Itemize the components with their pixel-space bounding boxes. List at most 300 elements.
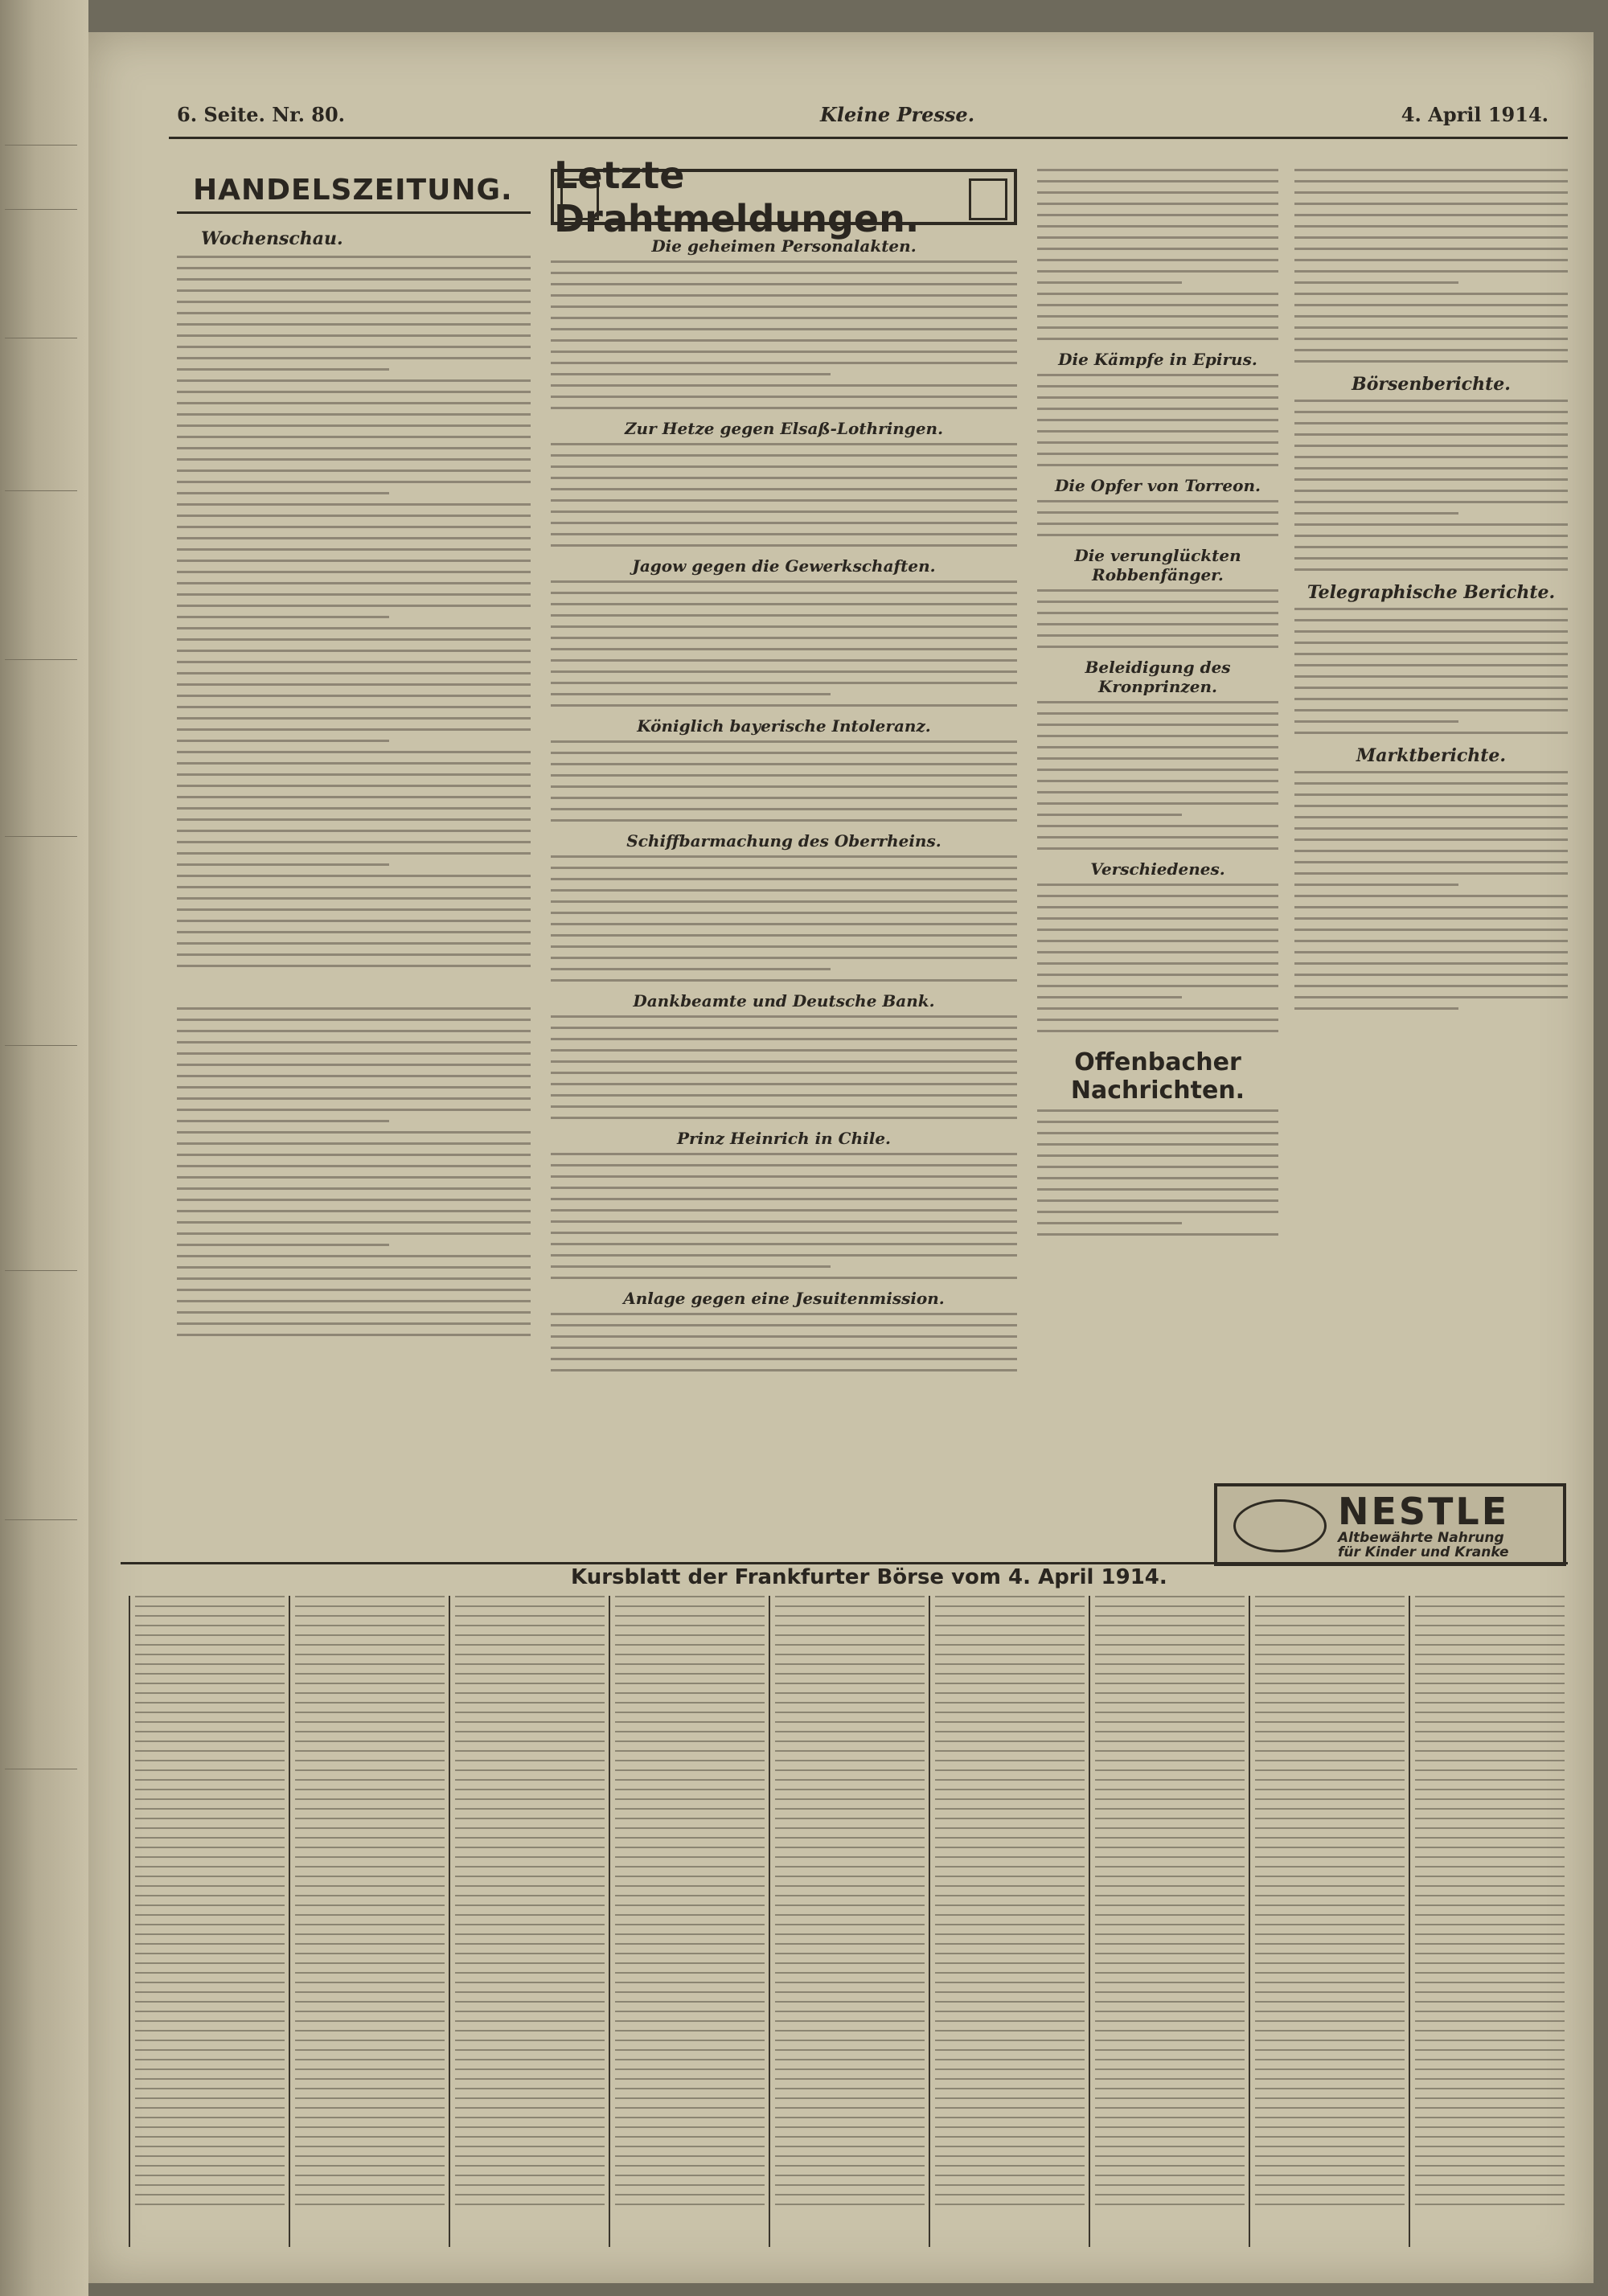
text-line bbox=[177, 1300, 531, 1302]
kursblatt-table bbox=[129, 1596, 1568, 2247]
text-line bbox=[1037, 1199, 1278, 1202]
table-row bbox=[295, 1702, 445, 1704]
table-row bbox=[1255, 1933, 1405, 1935]
table-row bbox=[1095, 1740, 1245, 1742]
table-row bbox=[775, 2088, 925, 2089]
table-row bbox=[135, 2020, 285, 2022]
table-row bbox=[1415, 1615, 1565, 1617]
table-row bbox=[1095, 2078, 1245, 2080]
text-line bbox=[1294, 793, 1568, 796]
table-row bbox=[135, 1914, 285, 1916]
text-line bbox=[551, 362, 1017, 364]
table-row bbox=[615, 1876, 765, 1877]
table-row bbox=[295, 1895, 445, 1896]
table-row bbox=[1255, 1818, 1405, 1819]
table-row bbox=[935, 1856, 1085, 1858]
text-line bbox=[1037, 769, 1278, 771]
article-text bbox=[551, 580, 1017, 707]
table-row bbox=[455, 1876, 605, 1877]
article-text bbox=[1037, 589, 1278, 648]
table-row bbox=[1255, 1654, 1405, 1655]
table-row bbox=[775, 2117, 925, 2118]
text-line bbox=[551, 384, 1017, 387]
text-line bbox=[1037, 270, 1278, 273]
text-line bbox=[551, 522, 1017, 524]
table-row bbox=[295, 1943, 445, 1945]
text-line bbox=[1294, 630, 1568, 633]
table-row bbox=[615, 1953, 765, 1954]
text-line bbox=[1294, 270, 1568, 273]
table-row bbox=[1255, 1769, 1405, 1771]
text-line bbox=[1037, 929, 1278, 931]
text-line bbox=[1294, 315, 1568, 318]
text-line bbox=[1037, 951, 1278, 953]
table-row bbox=[1255, 1692, 1405, 1694]
text-line bbox=[551, 580, 1017, 583]
table-row bbox=[295, 1914, 445, 1916]
table-row bbox=[775, 2068, 925, 2070]
text-line bbox=[551, 272, 1017, 274]
text-line bbox=[177, 256, 531, 258]
table-row bbox=[295, 1731, 445, 1732]
text-line bbox=[551, 1164, 1017, 1166]
table-row bbox=[615, 2011, 765, 2012]
text-line bbox=[551, 1153, 1017, 1155]
table-row bbox=[615, 2204, 765, 2205]
table-row bbox=[1415, 2146, 1565, 2147]
text-line bbox=[551, 1015, 1017, 1018]
table-row bbox=[1255, 2204, 1405, 2205]
table-row bbox=[615, 2059, 765, 2060]
text-line bbox=[177, 503, 531, 506]
text-line bbox=[551, 1117, 1017, 1119]
table-row bbox=[455, 2194, 605, 2196]
text-line bbox=[551, 1209, 1017, 1212]
text-line bbox=[177, 785, 531, 787]
table-row bbox=[1095, 1885, 1245, 1887]
table-row bbox=[455, 2020, 605, 2022]
table-row bbox=[775, 2107, 925, 2109]
table-row bbox=[135, 1654, 285, 1655]
text-line bbox=[1037, 623, 1278, 625]
table-row bbox=[775, 1779, 925, 1781]
table-row bbox=[1415, 1673, 1565, 1675]
text-line bbox=[1294, 996, 1568, 998]
article-headline: Zur Hetze gegen Elsaß-Lothringen. bbox=[624, 419, 944, 438]
table-row bbox=[1095, 2040, 1245, 2041]
table-row bbox=[775, 1798, 925, 1800]
table-row bbox=[775, 1847, 925, 1848]
text-line bbox=[1037, 985, 1278, 987]
text-line bbox=[1037, 802, 1278, 805]
table-row bbox=[935, 1644, 1085, 1646]
table-row bbox=[615, 2194, 765, 2196]
text-line bbox=[1294, 349, 1568, 351]
table-row bbox=[775, 2078, 925, 2080]
table-row bbox=[1255, 2146, 1405, 2147]
table-row bbox=[135, 2155, 285, 2157]
text-line bbox=[551, 1060, 1017, 1063]
text-line bbox=[177, 830, 531, 832]
table-row bbox=[935, 1615, 1085, 1617]
text-line bbox=[551, 704, 1017, 707]
table-row bbox=[615, 2117, 765, 2118]
text-line bbox=[1037, 396, 1278, 399]
table-row bbox=[135, 1634, 285, 1636]
table-row bbox=[455, 2146, 605, 2147]
table-row bbox=[775, 1972, 925, 1974]
table-row bbox=[295, 1654, 445, 1655]
table-row bbox=[935, 1914, 1085, 1916]
text-line bbox=[1037, 917, 1278, 920]
table-row bbox=[455, 1634, 605, 1636]
table-row bbox=[1255, 1615, 1405, 1617]
table-row bbox=[935, 1953, 1085, 1954]
table-row bbox=[135, 2059, 285, 2060]
table-row bbox=[1255, 1924, 1405, 1925]
table-row bbox=[1095, 1943, 1245, 1945]
table-row bbox=[455, 2204, 605, 2205]
table-row bbox=[455, 1982, 605, 1983]
table-row bbox=[1415, 1866, 1565, 1868]
ad-brand: NESTLE bbox=[1338, 1490, 1510, 1533]
bird-nest-icon bbox=[1233, 1499, 1327, 1552]
text-line bbox=[1294, 467, 1568, 469]
table-row bbox=[1255, 1982, 1405, 1983]
table-row bbox=[455, 1914, 605, 1916]
table-row bbox=[455, 2011, 605, 2012]
table-row bbox=[1095, 1847, 1245, 1848]
table-row bbox=[1415, 1818, 1565, 1819]
text-line bbox=[177, 1187, 531, 1190]
table-row bbox=[1095, 1933, 1245, 1935]
table-row bbox=[935, 2107, 1085, 2109]
text-line bbox=[551, 544, 1017, 547]
table-row bbox=[135, 1644, 285, 1646]
text-line bbox=[1294, 326, 1568, 329]
table-row bbox=[135, 1847, 285, 1848]
table-row bbox=[295, 2068, 445, 2070]
text-line bbox=[177, 413, 531, 416]
table-row bbox=[455, 1895, 605, 1896]
table-row bbox=[455, 1683, 605, 1684]
table-row bbox=[455, 1779, 605, 1781]
text-line bbox=[1037, 1121, 1278, 1123]
text-line bbox=[1294, 478, 1568, 481]
table-row bbox=[775, 2020, 925, 2022]
text-line bbox=[177, 627, 531, 629]
table-row bbox=[295, 1876, 445, 1877]
table-row bbox=[1415, 1885, 1565, 1887]
text-line bbox=[1037, 203, 1278, 205]
table-row bbox=[1415, 2155, 1565, 2157]
table-row bbox=[1415, 2040, 1565, 2041]
table-row bbox=[1095, 2097, 1245, 2099]
text-line bbox=[551, 407, 1017, 409]
table-row bbox=[455, 1972, 605, 1974]
text-line bbox=[177, 1109, 531, 1111]
table-row bbox=[135, 2040, 285, 2041]
table-row bbox=[455, 2030, 605, 2032]
table-row bbox=[295, 2078, 445, 2080]
table-row bbox=[935, 1943, 1085, 1945]
text-line bbox=[177, 323, 531, 326]
table-row bbox=[295, 1982, 445, 1983]
table-row bbox=[935, 1933, 1085, 1935]
table-row bbox=[935, 1605, 1085, 1607]
table-row bbox=[295, 1933, 445, 1935]
text-line bbox=[177, 683, 531, 686]
table-row bbox=[775, 1760, 925, 1761]
table-row bbox=[1415, 2107, 1565, 2109]
text-line bbox=[177, 1097, 531, 1100]
table-row bbox=[935, 2001, 1085, 2003]
text-line bbox=[551, 1265, 831, 1268]
table-row bbox=[935, 2194, 1085, 2196]
text-line bbox=[1294, 248, 1568, 250]
ad-slogan-2: für Kinder und Kranke bbox=[1338, 1544, 1509, 1560]
table-row bbox=[455, 1625, 605, 1626]
table-row bbox=[1095, 1596, 1245, 1597]
table-row bbox=[1255, 1904, 1405, 1906]
table-row bbox=[1415, 2165, 1565, 2167]
text-line bbox=[551, 1038, 1017, 1040]
nestle-advertisement bbox=[1214, 1483, 1566, 1566]
table-row bbox=[135, 1596, 285, 1597]
table-row bbox=[1255, 1827, 1405, 1829]
table-row bbox=[1095, 2020, 1245, 2022]
article-headline: Anlage gegen eine Jesuitenmission. bbox=[623, 1289, 945, 1308]
text-line bbox=[1037, 780, 1278, 782]
table-row bbox=[935, 2204, 1085, 2205]
table-row bbox=[1095, 1663, 1245, 1665]
table-row bbox=[455, 2059, 605, 2060]
table-row bbox=[1415, 2020, 1565, 2022]
table-row bbox=[295, 1683, 445, 1684]
table-row bbox=[615, 2184, 765, 2186]
table-row bbox=[935, 1895, 1085, 1896]
table-row bbox=[295, 1663, 445, 1665]
table-row bbox=[775, 2165, 925, 2167]
text-line bbox=[551, 1105, 1017, 1108]
table-row bbox=[935, 2030, 1085, 2032]
table-row bbox=[1255, 1644, 1405, 1646]
text-line bbox=[177, 1075, 531, 1077]
table-row bbox=[135, 1702, 285, 1704]
table-row bbox=[615, 2175, 765, 2176]
table-row bbox=[1095, 2068, 1245, 2070]
text-line bbox=[551, 339, 1017, 342]
text-line bbox=[177, 526, 531, 528]
text-line bbox=[1294, 709, 1568, 711]
text-line bbox=[1294, 557, 1568, 560]
table-row bbox=[615, 1692, 765, 1694]
table-row bbox=[615, 1991, 765, 1993]
table-row bbox=[1255, 1943, 1405, 1945]
table-row bbox=[135, 1991, 285, 1993]
table-row bbox=[1255, 2097, 1405, 2099]
text-line bbox=[1294, 1007, 1458, 1010]
text-line bbox=[551, 763, 1017, 765]
table-row bbox=[935, 1683, 1085, 1684]
table-row bbox=[455, 1856, 605, 1858]
table-row bbox=[1415, 1769, 1565, 1771]
newspaper-title: Kleine Presse. bbox=[820, 103, 975, 126]
table-row bbox=[775, 1769, 925, 1771]
table-row bbox=[295, 2107, 445, 2109]
table-row bbox=[1255, 2155, 1405, 2157]
article-text bbox=[551, 740, 1017, 822]
text-line bbox=[1294, 433, 1568, 436]
table-row bbox=[935, 1876, 1085, 1877]
text-line bbox=[1037, 724, 1278, 726]
table-row bbox=[1255, 1721, 1405, 1723]
table-row bbox=[1415, 2059, 1565, 2060]
table-row bbox=[615, 2126, 765, 2128]
table-row bbox=[615, 1740, 765, 1742]
offenbacher-text bbox=[1037, 1109, 1278, 1236]
table-row bbox=[135, 1962, 285, 1964]
table-row bbox=[1095, 1798, 1245, 1800]
table-row bbox=[455, 2107, 605, 2109]
table-row bbox=[1415, 1895, 1565, 1896]
table-row bbox=[135, 2001, 285, 2003]
table-row bbox=[295, 1856, 445, 1858]
table-row bbox=[1255, 1596, 1405, 1597]
article-headline: Die Kämpfe in Epirus. bbox=[1058, 350, 1257, 369]
table-row bbox=[935, 2117, 1085, 2118]
text-line bbox=[177, 875, 531, 877]
text-line bbox=[1037, 1154, 1278, 1157]
text-line bbox=[1037, 214, 1278, 216]
table-row bbox=[1415, 2088, 1565, 2089]
table-row bbox=[935, 2155, 1085, 2157]
table-row bbox=[1095, 1673, 1245, 1675]
text-line bbox=[1294, 895, 1568, 897]
text-line bbox=[551, 351, 1017, 353]
table-row bbox=[1255, 1885, 1405, 1887]
table-row bbox=[1415, 1808, 1565, 1810]
table-row bbox=[135, 2088, 285, 2089]
table-row bbox=[1095, 1856, 1245, 1858]
table-row bbox=[455, 1712, 605, 1713]
text-line bbox=[1037, 906, 1278, 908]
table-row bbox=[615, 1625, 765, 1626]
table-row bbox=[775, 1721, 925, 1723]
text-line bbox=[551, 855, 1017, 858]
text-line bbox=[177, 1052, 531, 1055]
article-text bbox=[551, 443, 1017, 547]
table-row bbox=[775, 2097, 925, 2099]
table-row bbox=[455, 1760, 605, 1761]
text-line bbox=[1294, 293, 1568, 295]
table-row bbox=[1415, 2068, 1565, 2070]
table-row bbox=[1095, 1731, 1245, 1732]
table-row bbox=[1255, 2020, 1405, 2022]
table-row bbox=[615, 1634, 765, 1636]
table-row bbox=[295, 2011, 445, 2012]
table-row bbox=[135, 2175, 285, 2176]
table-row bbox=[295, 1885, 445, 1887]
text-line bbox=[1294, 169, 1568, 171]
handelszeitung-column bbox=[177, 169, 531, 1345]
text-line bbox=[1037, 338, 1278, 340]
table-row bbox=[455, 1953, 605, 1954]
table-row bbox=[135, 1625, 285, 1626]
table-row bbox=[1255, 1634, 1405, 1636]
text-line bbox=[177, 289, 531, 292]
text-line bbox=[177, 1120, 389, 1122]
text-line bbox=[1294, 720, 1458, 723]
text-line bbox=[1294, 850, 1568, 852]
table-row bbox=[135, 1972, 285, 1974]
table-row bbox=[775, 2146, 925, 2147]
table-row bbox=[295, 1750, 445, 1752]
table-row bbox=[1255, 1625, 1405, 1626]
text-line bbox=[1294, 546, 1568, 548]
table-row bbox=[1095, 2175, 1245, 2176]
table-row bbox=[1095, 2155, 1245, 2157]
table-row bbox=[775, 1962, 925, 1964]
adjacent-page-edge bbox=[0, 0, 88, 2296]
table-row bbox=[775, 1982, 925, 1983]
text-line bbox=[1037, 408, 1278, 410]
table-row bbox=[615, 1914, 765, 1916]
table-row bbox=[135, 1683, 285, 1684]
table-row bbox=[455, 2068, 605, 2070]
table-row bbox=[1255, 2194, 1405, 2196]
text-line bbox=[1037, 1166, 1278, 1168]
table-row bbox=[295, 1605, 445, 1607]
table-row bbox=[1255, 1683, 1405, 1684]
table-row bbox=[615, 2146, 765, 2147]
table-row bbox=[295, 1644, 445, 1646]
drahtmeldungen-masthead bbox=[551, 154, 1017, 240]
text-line bbox=[177, 1266, 531, 1269]
table-row bbox=[935, 2068, 1085, 2070]
text-line bbox=[551, 797, 1017, 799]
text-line bbox=[177, 582, 531, 584]
table-row bbox=[1415, 1856, 1565, 1858]
text-line bbox=[551, 533, 1017, 535]
text-line bbox=[1037, 441, 1278, 444]
text-line bbox=[177, 424, 531, 427]
table-row bbox=[295, 1924, 445, 1925]
text-line bbox=[551, 648, 1017, 650]
table-row bbox=[1095, 2204, 1245, 2205]
article-headline: Verschiedenes. bbox=[1090, 859, 1225, 879]
kursblatt-title: Kursblatt der Frankfurter Börse vom 4. April 1914. bbox=[571, 1565, 1167, 1589]
table-row bbox=[1255, 2078, 1405, 2080]
text-line bbox=[177, 1232, 531, 1235]
table-row bbox=[935, 2165, 1085, 2167]
table-row bbox=[775, 1712, 925, 1713]
table-row bbox=[1095, 1982, 1245, 1983]
table-row bbox=[1095, 1712, 1245, 1713]
text-line bbox=[1294, 985, 1568, 987]
text-line bbox=[551, 488, 1017, 490]
text-line bbox=[551, 373, 831, 375]
table-row bbox=[295, 1962, 445, 1964]
table-row bbox=[1255, 2030, 1405, 2032]
table-row bbox=[1255, 1876, 1405, 1877]
table-row bbox=[615, 1769, 765, 1771]
text-line bbox=[177, 953, 531, 956]
text-line bbox=[177, 1311, 531, 1314]
table-row bbox=[935, 1972, 1085, 1974]
text-line bbox=[551, 283, 1017, 285]
company-notices-text bbox=[1294, 169, 1568, 363]
